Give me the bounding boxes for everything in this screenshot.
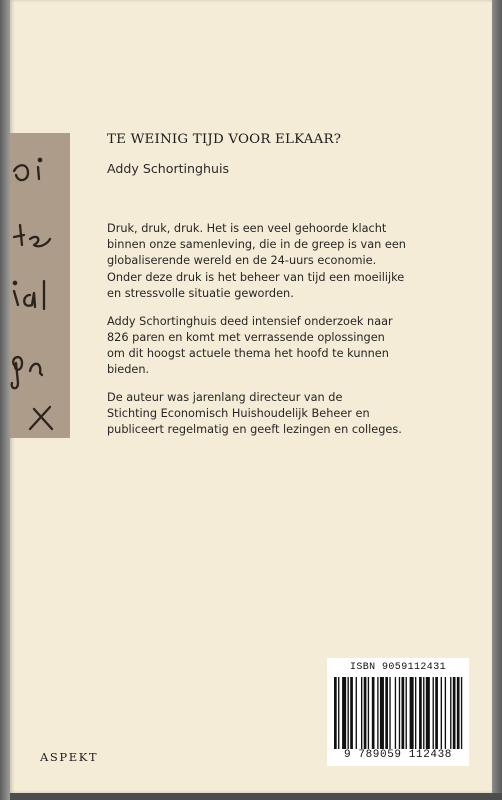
barcode-bar [385,677,388,749]
blurb-paragraph: Addy Schortinghuis deed intensief onderzoek naar 826 paren en komt met verrassende oplossingen om dit hoogst actuele thema het hoofd te kunnen bieden. [107,314,393,377]
blurb-paragraph: De auteur was jarenlang directeur van de Stichting Economisch Huishoudelijk Beheer en publiceert regelmatig en geeft lezingen en colleges. [107,390,402,437]
barcode-bar [372,677,375,749]
barcode-bar [457,677,460,749]
book-author: Addy Schortinghuis [107,161,230,176]
barcode-bar [445,677,446,749]
ean-number: 9 789059 112438 [343,749,453,761]
barcode-bar [361,677,362,749]
handwriting-photo [10,133,70,438]
isbn-label: ISBN 9059112431 [349,662,446,673]
blurb-paragraph: Druk, druk, druk. Het is een veel gehoorde klacht binnen onze samenleving, die in de greep is van een globaliserende wereld en de 24-uurs economie. Onder deze druk is het beheer van tijd een moeilijke en stressvolle situatie geworden. [107,222,406,300]
barcode-bar [350,677,353,749]
barcode-bar [368,677,369,749]
barcode-bar [453,677,456,749]
bottom-shadow [10,793,502,800]
publisher-name: ASPEKT [40,750,99,764]
barcode-bar [342,677,346,749]
barcode-bar [395,677,396,749]
barcode-bar [399,677,400,749]
barcode-bar [410,677,414,749]
barcode-bar [377,677,378,749]
barcode-bar [415,677,416,749]
barcode-bar [426,677,430,749]
barcode-bar [441,677,442,749]
blurb-text [107,221,467,450]
barcode-bar [364,677,367,749]
barcode-bar [433,677,434,749]
barcode-bar [435,677,438,749]
barcode-bar [406,677,407,749]
book-back-cover [10,0,492,793]
barcode-bar [380,677,384,749]
book-title: TE WEINIG TIJD VOOR ELKAAR? [107,132,342,147]
barcode-bar [348,677,349,749]
barcode-bar [389,677,390,749]
barcode-bar [419,677,422,749]
barcode [333,677,463,749]
barcode-bar [423,677,424,749]
barcode-bar [461,677,462,749]
barcode-bar [356,677,357,749]
barcode-bar [334,677,337,749]
barcode-bar [402,677,405,749]
barcode-bar [338,677,339,749]
right-shadow [492,0,502,800]
barcode-bar [450,677,451,749]
barcode-block [327,658,469,766]
